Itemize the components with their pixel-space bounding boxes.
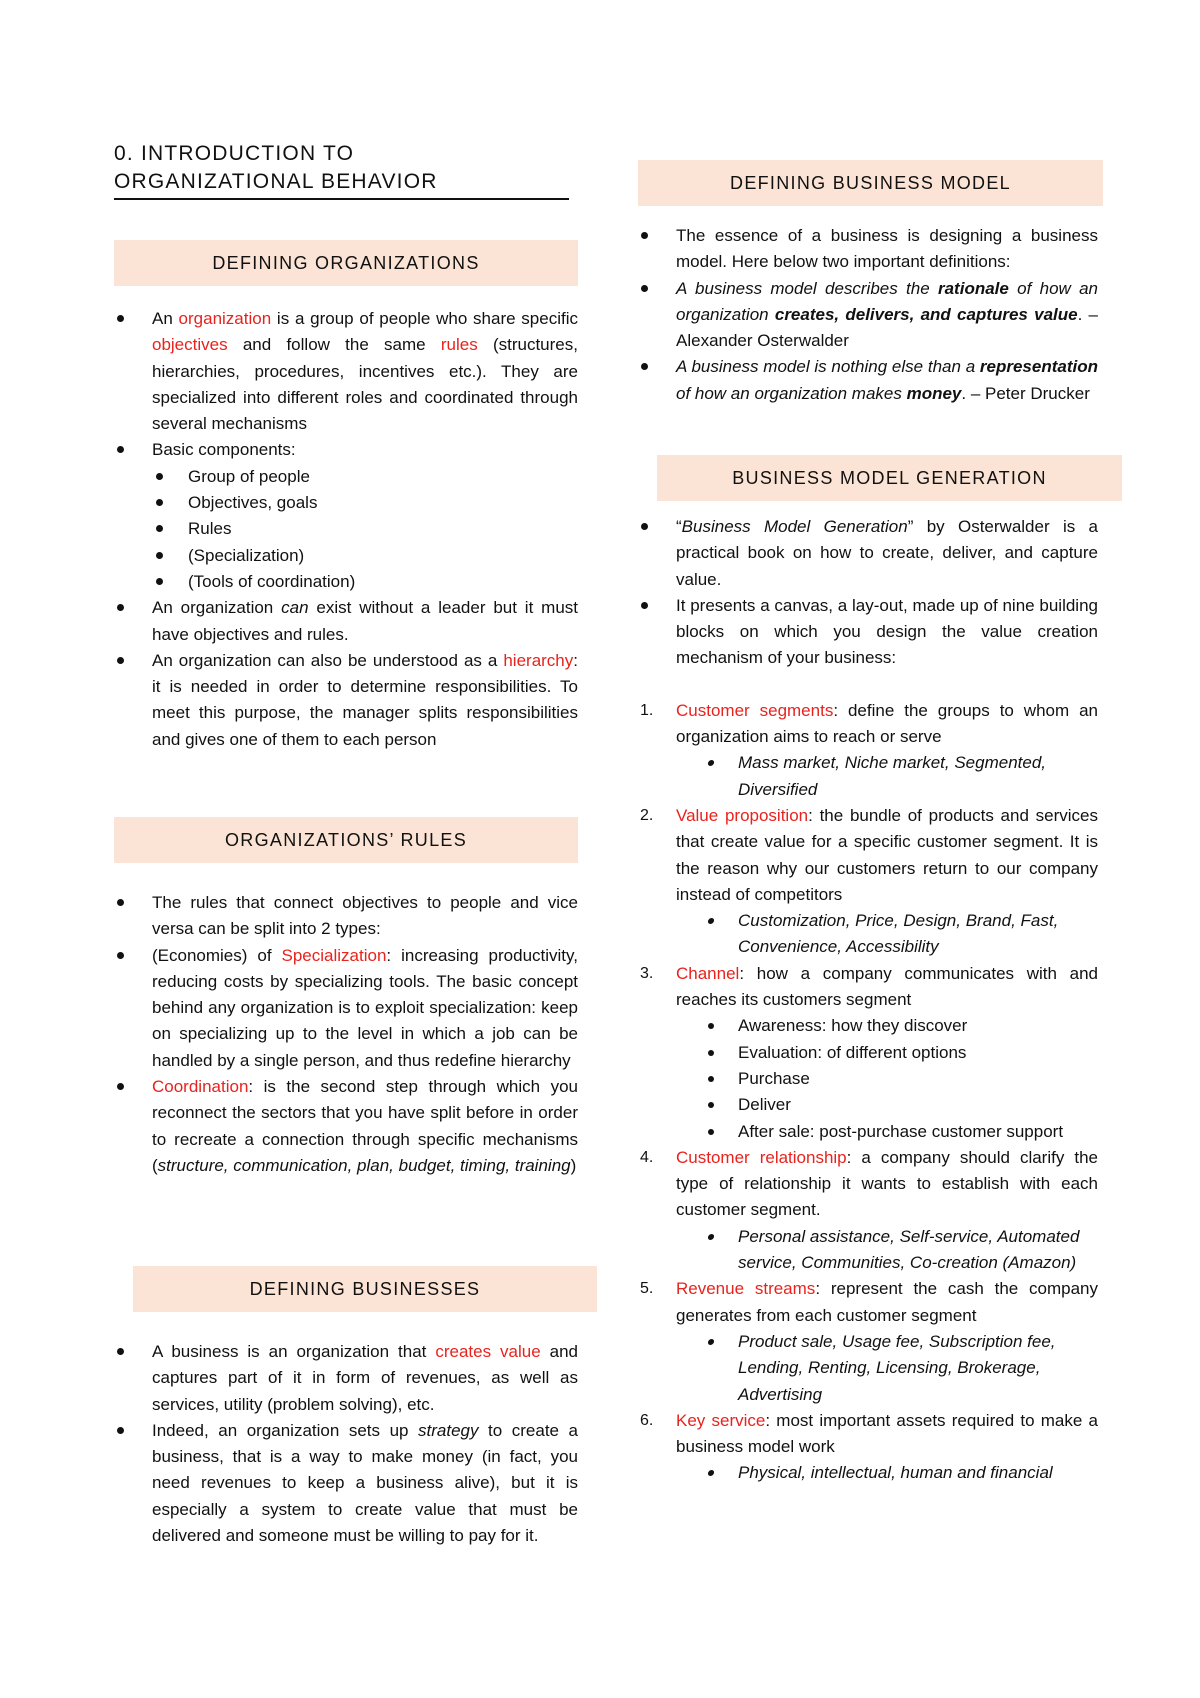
numbered-item-revenue-streams: 5. Revenue streams: represent the cash the company generates from each customer segment <box>640 1279 1099 1325</box>
list-item: Basic components: <box>114 437 578 463</box>
bullet-icon <box>156 499 163 506</box>
list-item: An organization can exist without a leader but it must have objectives and rules. <box>114 595 578 648</box>
numbered-item-channel: 3. Channel: how a company communicates with and reaches its customers segment <box>640 963 1098 1010</box>
bullet-icon <box>641 232 648 239</box>
bullet-icon <box>117 657 124 664</box>
section-heading-business-model-generation: BUSINESS MODEL GENERATION <box>657 455 1122 501</box>
section-heading-defining-businesses: DEFINING BUSINESSES <box>133 1266 597 1312</box>
sub-list-item: Group of people <box>114 464 578 490</box>
bullet-icon <box>708 1129 714 1135</box>
bullet-icon <box>641 523 648 530</box>
title-line-2: ORGANIZATIONAL BEHAVIOR <box>114 170 438 193</box>
term-hierarchy: hierarchy <box>503 650 574 670</box>
bullet-icon <box>156 578 163 585</box>
sub-list-item: After sale: post-purchase customer support <box>638 1119 1098 1145</box>
term-specialization: Specialization <box>281 945 387 965</box>
list-item: “Business Model Generation” by Osterwalder is a practical book on how to create, deliver, and capture value. <box>638 514 1098 593</box>
term-value-proposition: Value proposition <box>676 805 809 825</box>
term-creates-value: creates value <box>435 1342 541 1361</box>
term-organization: organization <box>178 309 272 328</box>
list-item: The rules that connect objectives to people and vice versa can be split into 2 types: <box>114 890 578 943</box>
section-heading-defining-business-model: DEFINING BUSINESS MODEL <box>638 160 1103 206</box>
sub-list-item: Awareness: how they discover <box>638 1013 1098 1039</box>
bullet-icon <box>117 1348 124 1355</box>
bullet-icon <box>707 760 714 766</box>
sub-list-item: (Specialization) <box>114 543 578 569</box>
section-heading-organizations-rules: ORGANIZATIONS’ RULES <box>114 817 578 863</box>
bullet-icon <box>641 602 648 609</box>
list-item: A business is an organization that creates value and captures part of it in form of revenues, as well as services, utility (problem solving), etc. <box>114 1339 578 1418</box>
bullet-icon <box>156 473 163 480</box>
sub-list-item: Customization, Price, Design, Brand, Fast, Convenience, Accessibility <box>638 908 1098 961</box>
bullet-icon <box>708 1076 714 1082</box>
bullet-icon <box>708 1102 714 1108</box>
numbered-item-value-proposition: 2. Value proposition: the bundle of products and services that create value for a specific customer segment. It is the reason why our customers return to our company instead of competitors <box>640 805 1099 904</box>
list-item: The essence of a business is designing a business model. Here below two important definitions: <box>638 223 1098 276</box>
bullet-icon <box>156 525 163 532</box>
sub-list-item: Evaluation: of different options <box>638 1040 1098 1066</box>
business-model-list <box>638 223 1098 407</box>
numbered-item-customer-segments: 1. Customer segments: define the groups to whom an organization aims to reach or serve <box>640 700 1098 747</box>
sub-list-item: Rules <box>114 516 578 542</box>
bullet-icon <box>707 1339 714 1345</box>
term-objectives: objectives <box>152 335 228 355</box>
list-item: An organization is a group of people who share specific objectives and follow the same rules (structures, hierarchies, procedures, incentives etc.). They are specialized into different roles and coordinated through several mechanisms <box>114 306 578 437</box>
section-heading-defining-organizations: DEFINING ORGANIZATIONS <box>114 240 578 286</box>
numbered-item-key-service: 6. Key service: most important assets required to make a business model work <box>640 1410 1098 1457</box>
sub-list-item: Physical, intellectual, human and financial <box>638 1460 1098 1486</box>
bullet-icon <box>117 1083 124 1090</box>
numbered-item-customer-relationship: 4. Customer relationship: a company should clarify the type of relationship it wants to establish with each customer segment. <box>640 1147 1098 1220</box>
sub-list-item: Purchase <box>638 1066 1098 1092</box>
list-item: An organization can also be understood as a hierarchy: it is needed in order to determine responsibilities. To meet this purpose, the manager splits responsibilities and gives one of them to each person <box>114 648 578 753</box>
bullet-icon <box>641 363 648 370</box>
list-item: A business model is nothing else than a representation of how an organization makes money. – Peter Drucker <box>638 354 1098 407</box>
bullet-icon <box>156 552 163 559</box>
bullet-icon <box>707 918 714 924</box>
bullet-icon <box>707 1234 714 1240</box>
bullet-icon <box>117 315 124 322</box>
bullet-icon <box>708 1023 714 1029</box>
term-customer-relationship: Customer relationship <box>676 1147 847 1167</box>
term-coordination: Coordination <box>152 1077 249 1097</box>
sub-list-item: (Tools of coordination) <box>114 569 578 595</box>
bullet-icon <box>117 1427 124 1434</box>
rules-list <box>114 890 578 1179</box>
bullet-icon <box>117 952 124 959</box>
bullet-icon <box>707 1470 714 1476</box>
organizations-list <box>114 306 578 753</box>
term-channel: Channel <box>676 963 740 983</box>
generation-list <box>638 514 1098 1487</box>
list-item: It presents a canvas, a lay-out, made up of nine building blocks on which you design the value creation mechanism of your business: <box>638 593 1098 672</box>
list-item: Coordination: is the second step through which you reconnect the sectors that you have split before in order to recreate a connection through specific mechanisms (structure, communication, plan, budget, timing, training) <box>114 1074 578 1179</box>
sub-list-item: Personal assistance, Self-service, Automated service, Communities, Co-creation (Amazon) <box>638 1224 1098 1277</box>
bullet-icon <box>117 446 124 453</box>
term-rules: rules <box>440 335 478 355</box>
term-revenue-streams: Revenue streams <box>676 1279 816 1299</box>
list-item: (Economies) of Specialization: increasing productivity, reducing costs by specializing tools. The basic concept behind any organization is to exploit specialization: keep on specializing up to the level in which a job can be handled by a single person, and thus redefine hierarchy <box>114 943 578 1074</box>
title-line-1: 0. INTRODUCTION TO <box>114 142 355 165</box>
bullet-icon <box>117 899 124 906</box>
list-item: Indeed, an organization sets up strategy to create a business, that is a way to make money (in fact, you need revenues to keep a business alive), but it is especially a system to create value that must be delivered and someone must be willing to pay for it. <box>114 1418 578 1549</box>
bullet-icon <box>641 285 648 292</box>
bullet-icon <box>117 604 124 611</box>
bullet-icon <box>708 1050 714 1056</box>
list-item: A business model describes the rationale of how an organization creates, delivers, and captures value. – Alexander Osterwalder <box>638 276 1098 355</box>
businesses-list <box>114 1339 578 1549</box>
term-key-service: Key service <box>676 1410 766 1430</box>
sub-list-item: Product sale, Usage fee, Subscription fee, Lending, Renting, Licensing, Brokerage, Advertising <box>638 1329 1098 1408</box>
document-title <box>114 140 569 200</box>
term-customer-segments: Customer segments <box>676 700 834 720</box>
sub-list-item: Deliver <box>638 1092 1098 1118</box>
sub-list-item: Mass market, Niche market, Segmented, Diversified <box>638 750 1098 803</box>
sub-list-item: Objectives, goals <box>114 490 578 516</box>
